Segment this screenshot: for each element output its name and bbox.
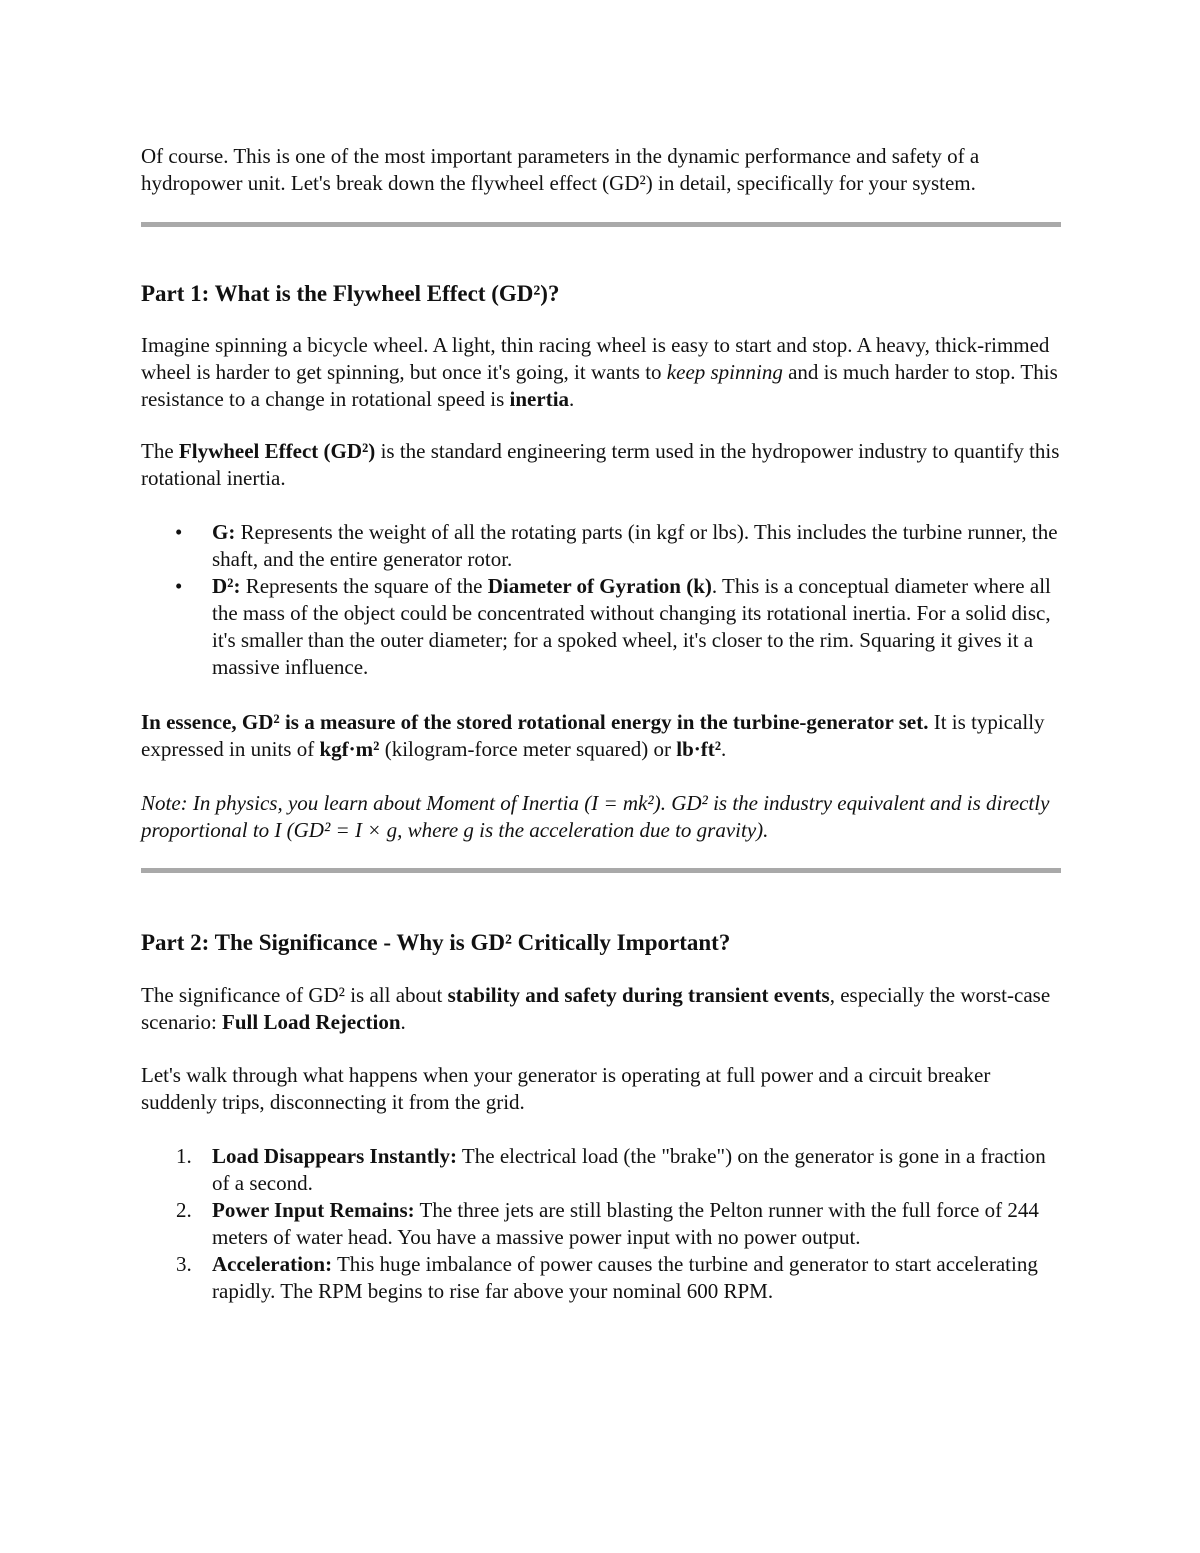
bullet-icon: •	[175, 520, 183, 544]
strong-text: Full Load Rejection	[222, 1010, 401, 1034]
list-item-text: Represents the square of the	[240, 574, 488, 598]
text-run: The significance of GD² is all about	[141, 983, 448, 1007]
section-divider	[141, 868, 1061, 873]
list-item	[176, 1251, 1061, 1305]
part1-paragraph-essence	[141, 709, 1061, 763]
part1-note	[141, 790, 1061, 844]
list-item	[175, 573, 1061, 681]
list-item-text: The three jets are still blasting the Pelton runner with the full force of 244 meters of water head. You have a massive power input with no power output.	[212, 1198, 1039, 1249]
strong-text: In essence, GD² is a measure of the stored rotational energy in the turbine-generator set.	[141, 710, 929, 734]
text-run: The	[141, 439, 179, 463]
text-run: and is much harder to stop. This resistance to a change in rotational speed is	[141, 360, 1058, 411]
list-item-term: Diameter of Gyration (k)	[487, 574, 712, 598]
list-item-term: D²:	[212, 574, 241, 598]
list-item-term: Load Disappears Instantly:	[212, 1144, 458, 1168]
unit-text: kgf·m²	[319, 737, 380, 761]
strong-text: inertia	[509, 387, 570, 411]
list-item-text: The electrical load (the "brake") on the generator is gone in a fraction of a second.	[212, 1144, 1046, 1195]
list-item-term: G:	[212, 520, 236, 544]
list-item	[175, 519, 1061, 573]
emphasis-text: keep spinning	[666, 360, 783, 384]
intro-paragraph: Of course. This is one of the most important parameters in the dynamic performance and safety of a hydropower unit. Let's break down the flywheel effect (GD²) in detail, specifically for your system.	[141, 144, 980, 195]
list-number: 2.	[176, 1198, 192, 1222]
text-run: Imagine spinning a bicycle wheel. A light, thin racing wheel is easy to start and stop. A heavy, thick-rimmed wheel is harder to get spinning, but once it's going, it wants to	[141, 333, 1050, 384]
list-number: 1.	[176, 1144, 192, 1168]
part1-heading: Part 1: What is the Flywheel Effect (GD²)?	[141, 281, 560, 306]
text-run: .	[721, 737, 727, 761]
list-item-term: Acceleration:	[212, 1252, 333, 1276]
list-item	[176, 1197, 1061, 1251]
list-item-text: This huge imbalance of power causes the turbine and generator to start accelerating rapidly. The RPM begins to rise far above your nominal 600 RPM.	[212, 1252, 1038, 1303]
part1-paragraph-inertia	[141, 332, 1061, 413]
strong-text: stability and safety during transient events	[447, 983, 830, 1007]
list-item-term: Power Input Remains:	[212, 1198, 415, 1222]
document-page	[141, 143, 1061, 1305]
part2-paragraph-significance	[141, 982, 1061, 1036]
text-run: It is typically expressed in units of	[141, 710, 1045, 761]
definition-bullet-list	[141, 519, 1061, 681]
text-run: .	[569, 387, 575, 411]
text-run: .	[400, 1010, 406, 1034]
list-number: 3.	[176, 1252, 192, 1276]
text-run: , especially the worst-case scenario:	[141, 983, 1051, 1034]
note-text: Note: In physics, you learn about Moment of Inertia (I = mk²). GD² is the industry equivalent and is directly proportional to I (GD² = I × g, where g is the acceleration due to gravity).	[141, 791, 1050, 842]
event-steps-list	[141, 1143, 1061, 1305]
bullet-icon: •	[175, 574, 183, 598]
section-divider	[141, 222, 1061, 227]
part2-paragraph-walkthrough: Let's walk through what happens when your generator is operating at full power and a circuit breaker suddenly trips, disconnecting it from the grid.	[141, 1063, 991, 1114]
strong-text: Flywheel Effect (GD²)	[178, 439, 376, 463]
part2-heading: Part 2: The Significance - Why is GD² Critically Important?	[141, 930, 731, 955]
list-item-text: . This is a conceptual diameter where all the mass of the object could be concentrated without changing its rotational inertia. For a solid disc, it's smaller than the outer diameter; for a spoked wheel, it's closer to the rim. Squaring it gives it a massive influence.	[212, 574, 1051, 679]
part1-paragraph-definition	[141, 438, 1061, 492]
text-run: (kilogram-force meter squared) or	[379, 737, 677, 761]
text-run: is the standard engineering term used in the hydropower industry to quantify this rotational inertia.	[141, 439, 1060, 490]
list-item-text: Represents the weight of all the rotating parts (in kgf or lbs). This includes the turbine runner, the shaft, and the entire generator rotor.	[212, 520, 1058, 571]
unit-text: lb·ft²	[676, 737, 722, 761]
list-item	[176, 1143, 1061, 1197]
